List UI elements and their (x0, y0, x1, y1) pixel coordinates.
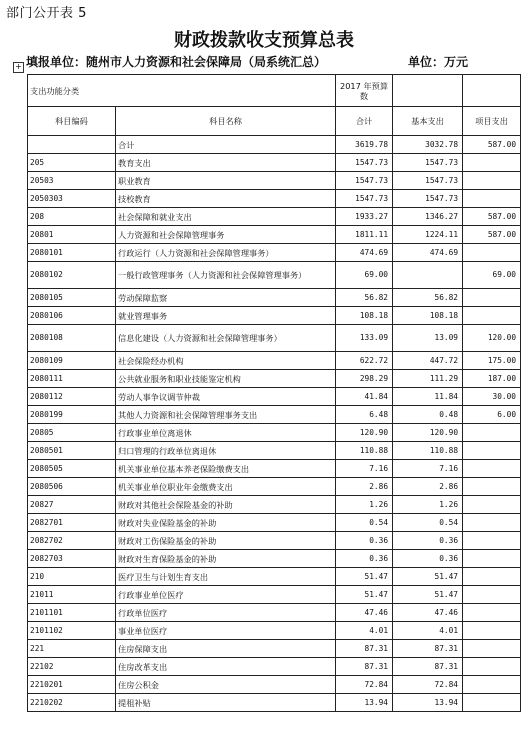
cell-name: 归口管理的行政单位离退休 (116, 442, 336, 460)
cell-total: 51.47 (336, 586, 393, 604)
cell-name: 其他人力资源和社会保障管理事务支出 (116, 406, 336, 424)
cell-name: 行政运行（人力资源和社会保障管理事务） (116, 244, 336, 262)
cell-basic: 7.16 (393, 460, 463, 478)
cell-basic: 1547.73 (393, 190, 463, 208)
cell-total: 4.01 (336, 622, 393, 640)
cell-total: 0.36 (336, 532, 393, 550)
cell-basic: 13.09 (393, 325, 463, 352)
cell-total: 56.82 (336, 289, 393, 307)
table-row (28, 550, 521, 568)
cell-code: 2082701 (28, 514, 116, 532)
cell-project: 587.00 (463, 226, 521, 244)
cell-name: 财政对工伤保险基金的补助 (116, 532, 336, 550)
document-title: 财政拨款收支预算总表 (174, 30, 354, 51)
cell-project (463, 460, 521, 478)
cell-total: 120.90 (336, 424, 393, 442)
cell-code: 2080501 (28, 442, 116, 460)
cell-total: 108.18 (336, 307, 393, 325)
cell-project: 6.00 (463, 406, 521, 424)
cell-project (463, 424, 521, 442)
cell-name: 财政对失业保险基金的补助 (116, 514, 336, 532)
basic-header: 基本支出 (393, 107, 463, 136)
cell-code: 210 (28, 568, 116, 586)
cell-basic: 87.31 (393, 658, 463, 676)
table-row (28, 694, 521, 712)
cell-code: 208 (28, 208, 116, 226)
cell-total: 6.48 (336, 406, 393, 424)
total-header: 合计 (336, 107, 393, 136)
cell-name: 提租补贴 (116, 694, 336, 712)
cell-project: 587.00 (463, 136, 521, 154)
cell-code: 2080108 (28, 325, 116, 352)
cell-code: 2080112 (28, 388, 116, 406)
cell-code: 20827 (28, 496, 116, 514)
table-row (28, 154, 521, 172)
cell-project (463, 568, 521, 586)
cell-project (463, 604, 521, 622)
budget-table (27, 74, 521, 712)
cell-basic: 47.46 (393, 604, 463, 622)
cell-total: 69.00 (336, 262, 393, 289)
table-row (28, 532, 521, 550)
table-row (28, 514, 521, 532)
cell-project (463, 442, 521, 460)
empty-header-cell (393, 75, 463, 107)
cell-code: 20801 (28, 226, 116, 244)
cell-total: 0.36 (336, 550, 393, 568)
table-row (28, 658, 521, 676)
cell-total: 7.16 (336, 460, 393, 478)
table-row (28, 640, 521, 658)
cell-name: 公共就业服务和职业技能鉴定机构 (116, 370, 336, 388)
cell-name: 财政对生育保险基金的补助 (116, 550, 336, 568)
cell-code: 2101101 (28, 604, 116, 622)
table-row (28, 478, 521, 496)
cell-basic: 56.82 (393, 289, 463, 307)
cell-basic: 111.29 (393, 370, 463, 388)
cell-name: 住房公积金 (116, 676, 336, 694)
cell-project (463, 154, 521, 172)
header-label: 部门公开表 5 (6, 6, 87, 21)
cell-basic: 13.94 (393, 694, 463, 712)
cell-total: 13.94 (336, 694, 393, 712)
table-row (28, 172, 521, 190)
cell-code (28, 136, 116, 154)
cell-code: 20503 (28, 172, 116, 190)
func-class-header: 支出功能分类 (28, 75, 336, 107)
cell-basic: 1547.73 (393, 172, 463, 190)
name-header: 科目名称 (116, 107, 336, 136)
table-row (28, 460, 521, 478)
cell-total: 87.31 (336, 640, 393, 658)
table-row (28, 676, 521, 694)
table-row (28, 190, 521, 208)
table-row (28, 442, 521, 460)
cell-name: 住房改革支出 (116, 658, 336, 676)
cell-name: 行政单位医疗 (116, 604, 336, 622)
table-row (28, 604, 521, 622)
cell-basic: 4.01 (393, 622, 463, 640)
cell-total: 3619.78 (336, 136, 393, 154)
cell-total: 2.86 (336, 478, 393, 496)
cell-basic: 1224.11 (393, 226, 463, 244)
cell-code: 2082702 (28, 532, 116, 550)
cell-basic (393, 262, 463, 289)
cell-name: 劳动人事争议调节仲裁 (116, 388, 336, 406)
cell-project (463, 640, 521, 658)
cell-total: 1.26 (336, 496, 393, 514)
cell-basic: 51.47 (393, 568, 463, 586)
cell-code: 2101102 (28, 622, 116, 640)
header-row-1 (28, 75, 521, 107)
cell-code: 2080199 (28, 406, 116, 424)
cell-name: 一般行政管理事务（人力资源和社会保障管理事务） (116, 262, 336, 289)
cell-total: 133.09 (336, 325, 393, 352)
table-move-handle-icon[interactable]: + (13, 62, 24, 73)
cell-basic: 0.36 (393, 532, 463, 550)
cell-basic: 0.36 (393, 550, 463, 568)
cell-basic: 108.18 (393, 307, 463, 325)
cell-basic: 3032.78 (393, 136, 463, 154)
cell-project (463, 289, 521, 307)
cell-project (463, 676, 521, 694)
cell-name: 行政事业单位医疗 (116, 586, 336, 604)
table-row (28, 244, 521, 262)
cell-project (463, 694, 521, 712)
cell-basic: 474.69 (393, 244, 463, 262)
cell-name: 技校教育 (116, 190, 336, 208)
cell-code: 2080101 (28, 244, 116, 262)
cell-project (463, 658, 521, 676)
cell-basic: 447.72 (393, 352, 463, 370)
cell-code: 2080111 (28, 370, 116, 388)
cell-name: 教育支出 (116, 154, 336, 172)
cell-total: 87.31 (336, 658, 393, 676)
cell-total: 1547.73 (336, 190, 393, 208)
cell-basic: 1547.73 (393, 154, 463, 172)
table-row (28, 289, 521, 307)
cell-basic: 11.84 (393, 388, 463, 406)
cell-name: 人力资源和社会保障管理事务 (116, 226, 336, 244)
cell-basic: 1346.27 (393, 208, 463, 226)
cell-basic: 0.48 (393, 406, 463, 424)
cell-project (463, 586, 521, 604)
cell-basic: 0.54 (393, 514, 463, 532)
cell-total: 1547.73 (336, 172, 393, 190)
cell-total: 298.29 (336, 370, 393, 388)
cell-project (463, 307, 521, 325)
cell-code: 21011 (28, 586, 116, 604)
cell-name: 事业单位医疗 (116, 622, 336, 640)
cell-code: 221 (28, 640, 116, 658)
table-row (28, 325, 521, 352)
table-row (28, 307, 521, 325)
cell-project (463, 622, 521, 640)
cell-name: 机关事业单位基本养老保险缴费支出 (116, 460, 336, 478)
cell-name: 财政对其他社会保险基金的补助 (116, 496, 336, 514)
cell-code: 22102 (28, 658, 116, 676)
cell-code: 2082703 (28, 550, 116, 568)
cell-total: 622.72 (336, 352, 393, 370)
table-row (28, 136, 521, 154)
cell-project (463, 244, 521, 262)
cell-project: 175.00 (463, 352, 521, 370)
cell-project (463, 172, 521, 190)
cell-code: 2080506 (28, 478, 116, 496)
cell-total: 1811.11 (336, 226, 393, 244)
cell-name: 机关事业单位职业年金缴费支出 (116, 478, 336, 496)
cell-name: 住房保障支出 (116, 640, 336, 658)
table-row (28, 370, 521, 388)
table-row (28, 406, 521, 424)
cell-total: 474.69 (336, 244, 393, 262)
cell-project: 69.00 (463, 262, 521, 289)
cell-name: 劳动保障监察 (116, 289, 336, 307)
cell-basic: 87.31 (393, 640, 463, 658)
cell-basic: 51.47 (393, 586, 463, 604)
cell-project: 30.00 (463, 388, 521, 406)
cell-name: 职业教育 (116, 172, 336, 190)
cell-basic: 2.86 (393, 478, 463, 496)
cell-total: 110.88 (336, 442, 393, 460)
cell-total: 0.54 (336, 514, 393, 532)
cell-project (463, 550, 521, 568)
project-header: 项目支出 (463, 107, 521, 136)
code-header: 科目编码 (28, 107, 116, 136)
cell-code: 2210201 (28, 676, 116, 694)
cell-project: 120.00 (463, 325, 521, 352)
cell-name: 信息化建设（人力资源和社会保障管理事务） (116, 325, 336, 352)
cell-name: 合计 (116, 136, 336, 154)
cell-project (463, 496, 521, 514)
table-row (28, 424, 521, 442)
cell-basic: 110.88 (393, 442, 463, 460)
header-row-2 (28, 107, 521, 136)
table-row (28, 226, 521, 244)
cell-code: 2080102 (28, 262, 116, 289)
cell-project (463, 532, 521, 550)
table-row (28, 622, 521, 640)
cell-project (463, 190, 521, 208)
table-row (28, 352, 521, 370)
cell-name: 医疗卫生与计划生育支出 (116, 568, 336, 586)
cell-project (463, 478, 521, 496)
cell-project: 187.00 (463, 370, 521, 388)
cell-total: 1547.73 (336, 154, 393, 172)
cell-basic: 72.84 (393, 676, 463, 694)
table-row (28, 388, 521, 406)
year-budget-header: 2017 年预算数 (336, 75, 393, 107)
reporting-unit: 填报单位：随州市人力资源和社会保障局（局系统汇总） (26, 55, 327, 69)
cell-total: 41.84 (336, 388, 393, 406)
cell-code: 2080505 (28, 460, 116, 478)
cell-code: 2210202 (28, 694, 116, 712)
cell-code: 2080106 (28, 307, 116, 325)
cell-total: 1933.27 (336, 208, 393, 226)
cell-project (463, 514, 521, 532)
cell-name: 社会保障和就业支出 (116, 208, 336, 226)
cell-name: 行政事业单位离退休 (116, 424, 336, 442)
cell-code: 205 (28, 154, 116, 172)
cell-name: 社会保险经办机构 (116, 352, 336, 370)
unit-info-row (26, 53, 496, 70)
cell-code: 2050303 (28, 190, 116, 208)
table-row (28, 496, 521, 514)
cell-project: 587.00 (463, 208, 521, 226)
cell-name: 就业管理事务 (116, 307, 336, 325)
cell-total: 47.46 (336, 604, 393, 622)
cell-code: 20805 (28, 424, 116, 442)
cell-total: 51.47 (336, 568, 393, 586)
table-row (28, 208, 521, 226)
cell-total: 72.84 (336, 676, 393, 694)
table-row (28, 568, 521, 586)
cell-code: 2080105 (28, 289, 116, 307)
currency-unit: 单位：万元 (408, 55, 469, 69)
cell-code: 2080109 (28, 352, 116, 370)
empty-header-cell (463, 75, 521, 107)
table-row (28, 262, 521, 289)
cell-basic: 120.90 (393, 424, 463, 442)
cell-basic: 1.26 (393, 496, 463, 514)
table-row (28, 586, 521, 604)
